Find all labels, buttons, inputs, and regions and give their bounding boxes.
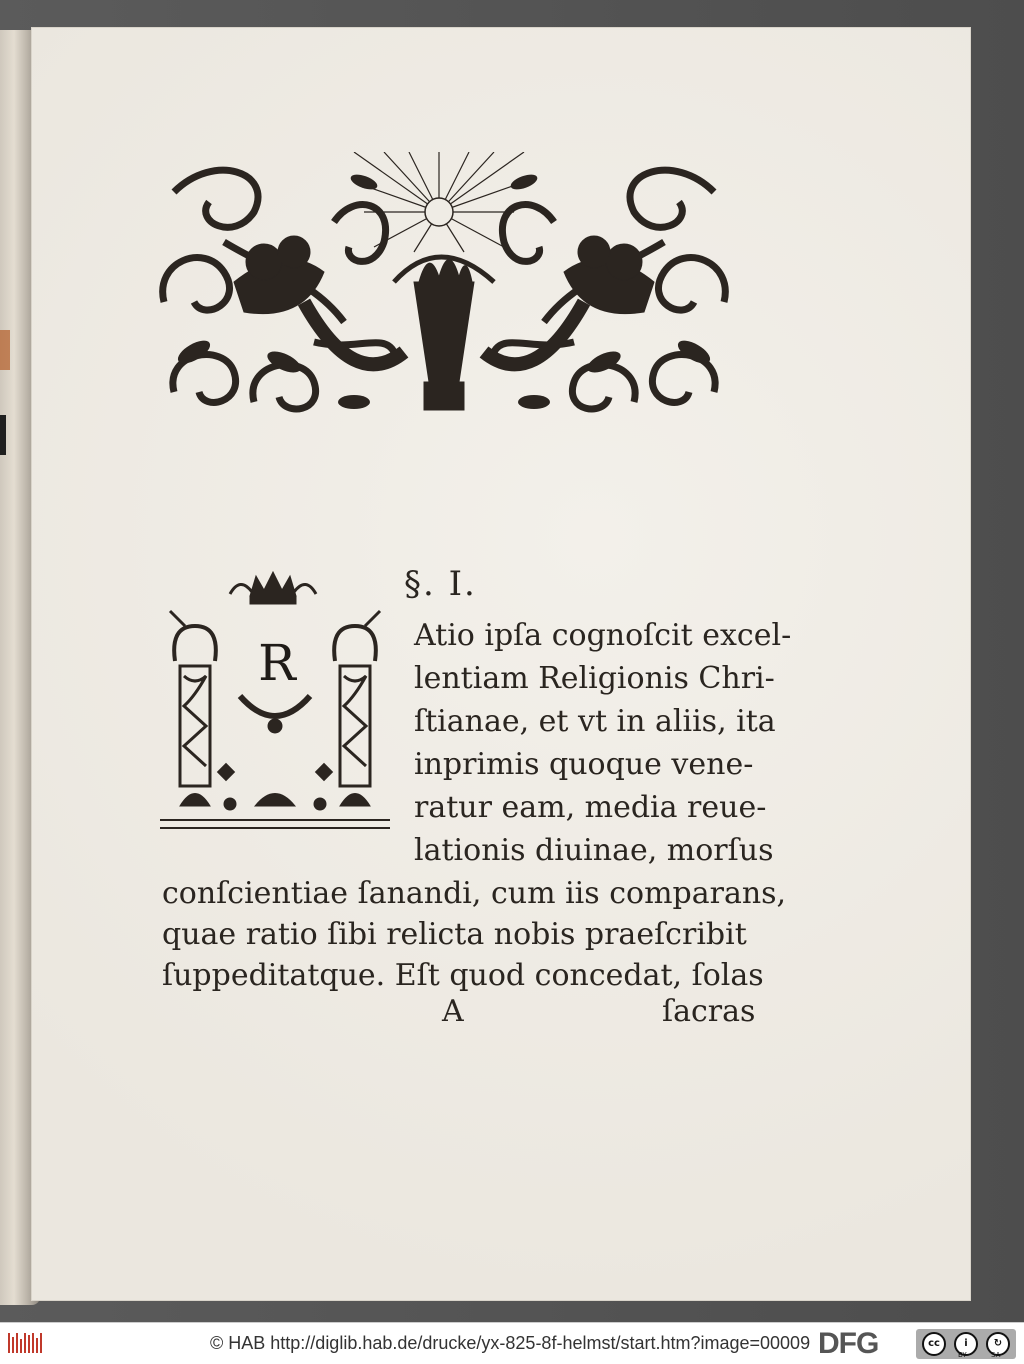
text-line: conſcientiae ſanandi, cum iis comparans, [162, 876, 787, 911]
initial-ornament [160, 566, 390, 836]
dfg-logo[interactable]: DFG [818, 1327, 879, 1360]
text-line: quae ratio ſibi relicta nobis praeſcribit [162, 917, 747, 952]
decorated-initial [160, 566, 390, 836]
cc-icon: cc [922, 1332, 946, 1356]
text-line: inprimis quoque vene- [414, 747, 754, 782]
text-line: lationis diuinae, morſus [414, 833, 774, 868]
ornamental-vignette [154, 152, 734, 422]
license-sa-label: SA [991, 1351, 1001, 1359]
text-line: ratur eam, media reue- [414, 790, 767, 825]
initial-letter: R [258, 634, 296, 692]
hab-logo-icon [8, 1331, 44, 1355]
text-line: lentiam Religionis Chri- [414, 661, 775, 696]
cc-license-badge[interactable] [916, 1329, 1016, 1359]
attribution-icon: i [954, 1332, 978, 1356]
text-line: Atio ipſa cognoſcit excel- [414, 618, 792, 653]
text-line: ſtianae, et vt in aliis, ita [414, 704, 776, 739]
page-edge-mark [0, 415, 6, 455]
page-edge-mark [0, 330, 10, 370]
catchword: ſacras [662, 994, 756, 1029]
share-alike-icon: ↻ [986, 1332, 1010, 1356]
text-line: ſuppeditatque. Eſt quod concedat, ſolas [162, 958, 764, 993]
viewer-footer [0, 1322, 1024, 1364]
license-by-label: BY [958, 1351, 967, 1359]
book-page [32, 28, 970, 1300]
signature-mark: A [442, 994, 464, 1029]
copyright-link[interactable]: © HAB http://diglib.hab.de/drucke/yx-825-8f-helmst/start.htm?image=00009 [210, 1333, 811, 1353]
section-heading: §. I. [404, 564, 477, 604]
